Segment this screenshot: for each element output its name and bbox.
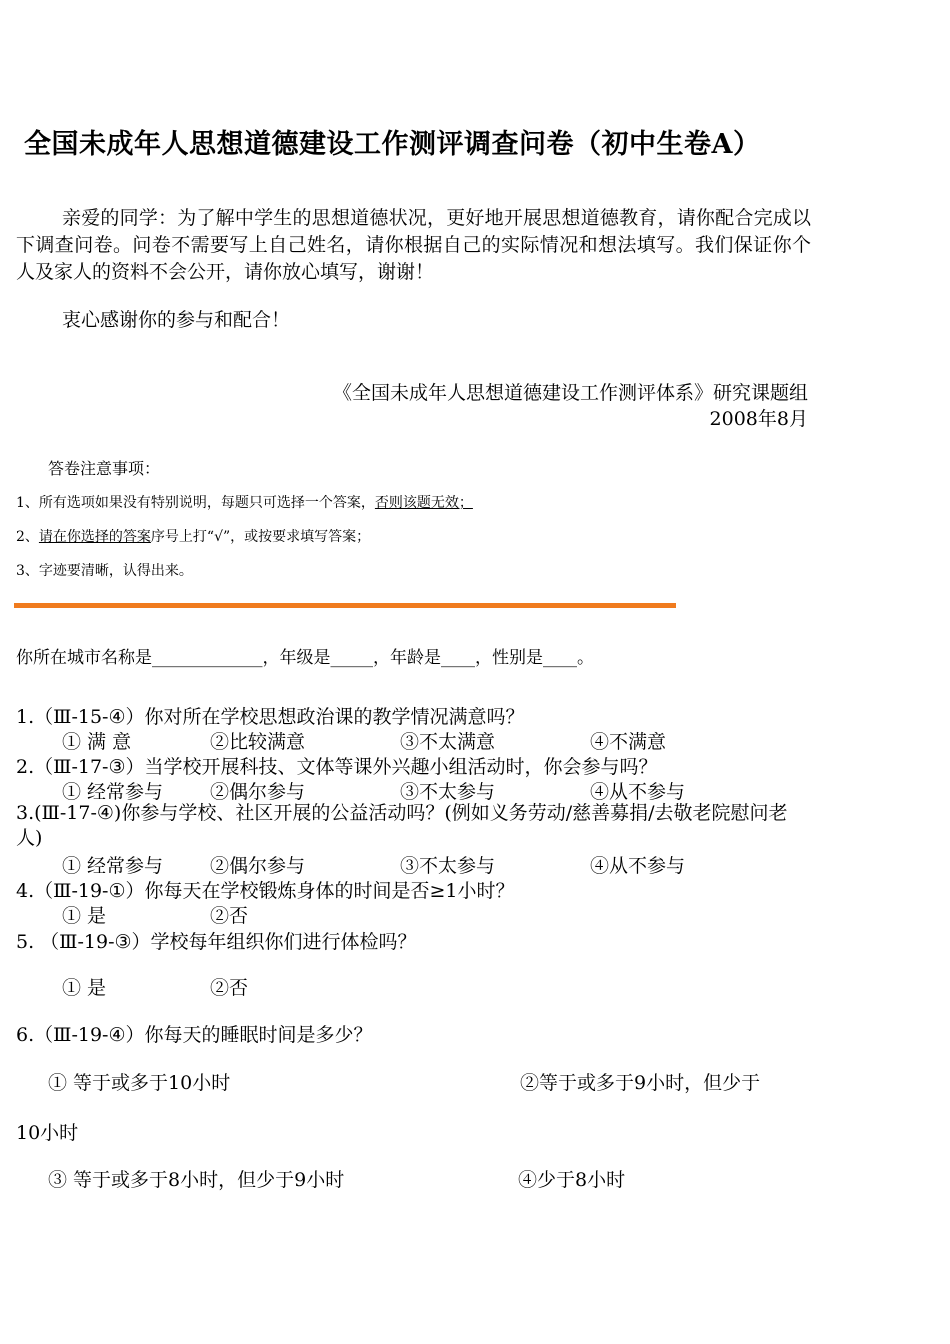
notice-item-3: 3、字迹要清晰，认得出来。 xyxy=(16,563,193,579)
notice-item-1 xyxy=(16,492,473,512)
q4-option-1[interactable]: ① 是 xyxy=(62,905,107,927)
q6-option-1[interactable]: ① 等于或多于10小时 xyxy=(48,1072,231,1094)
notice-item-1-text: 1、所有选项如果没有特别说明，每题只可选择一个答案， xyxy=(16,495,375,511)
question-4: 4.（Ⅲ-19-①）你每天在学校锻炼身体的时间是否≥1小时？ xyxy=(16,880,515,902)
q2-option-2[interactable]: ②偶尔参与 xyxy=(210,781,306,803)
q5-option-2[interactable]: ②否 xyxy=(210,977,249,999)
q6-option-3[interactable]: ③ 等于或多于8小时，但少于9小时 xyxy=(48,1169,345,1191)
personal-info-line[interactable]: 你所在城市名称是_____________，年级是_____，年龄是____，性别是____。 xyxy=(16,648,594,668)
q1-option-3[interactable]: ③不太满意 xyxy=(400,731,496,753)
q4-option-2[interactable]: ②否 xyxy=(210,905,249,927)
q3-option-4[interactable]: ④从不参与 xyxy=(590,855,686,877)
orange-divider xyxy=(14,603,676,608)
notice-item-2-underlined: 请在你选择的答案 xyxy=(38,529,151,545)
signature-org: 《全国未成年人思想道德建设工作测评体系》研究课题组 xyxy=(332,382,808,404)
question-1: 1.（Ⅲ-15-④）你对所在学校思想政治课的教学情况满意吗？ xyxy=(16,706,525,728)
question-2: 2.（Ⅲ-17-③）当学校开展科技、文体等课外兴趣小组活动时，你会参与吗？ xyxy=(16,756,658,778)
q1-option-2[interactable]: ②比较满意 xyxy=(210,731,306,753)
q1-option-4[interactable]: ④不满意 xyxy=(590,731,667,753)
signature-date: 2008年8月 xyxy=(709,408,808,430)
question-5: 5. （Ⅲ-19-③）学校每年组织你们进行体检吗？ xyxy=(16,931,417,953)
notice-heading: 答卷注意事项： xyxy=(48,459,161,478)
notice-item-2-text: 序号上打“√”，或按要求填写答案； xyxy=(150,529,371,545)
q3-option-2[interactable]: ②偶尔参与 xyxy=(210,855,306,877)
q6-option-4[interactable]: ④少于8小时 xyxy=(518,1169,626,1191)
notice-item-1-underlined: 否则该题无效； xyxy=(374,495,473,511)
q2-option-3[interactable]: ③不太参与 xyxy=(400,781,496,803)
intro-paragraph: 亲爱的同学：为了解中学生的思想道德状况，更好地开展思想道德教育，请你配合完成以下调查问卷。问卷不需要写上自己姓名，请你根据自己的实际情况和想法填写。我们保证你个人及家人的资料不会公开，请你放心填写，谢谢！ xyxy=(16,207,811,283)
q3-option-3[interactable]: ③不太参与 xyxy=(400,855,496,877)
question-6: 6.（Ⅲ-19-④）你每天的睡眠时间是多少？ xyxy=(16,1024,373,1046)
notice-item-2-number: 2、 xyxy=(16,529,39,545)
q5-option-1[interactable]: ① 是 xyxy=(62,977,107,999)
page-title: 全国未成年人思想道德建设工作测评调查问卷（初中生卷A） xyxy=(24,129,761,160)
q1-option-1[interactable]: ① 满 意 xyxy=(62,731,132,753)
q6-option-2[interactable]: ②等于或多于9小时，但少于 xyxy=(520,1072,761,1094)
question-3: 3.(Ⅲ-17-④)你参与学校、社区开展的公益活动吗？(例如义务劳动/慈善募捐/去敬老院慰问老人) xyxy=(16,802,788,849)
q2-option-1[interactable]: ① 经常参与 xyxy=(62,781,164,803)
notice-item-2 xyxy=(16,526,370,546)
thanks-line: 衷心感谢你的参与和配合！ xyxy=(62,309,291,331)
q3-option-1[interactable]: ① 经常参与 xyxy=(62,855,164,877)
q2-option-4[interactable]: ④从不参与 xyxy=(590,781,686,803)
q6-option-2-continued: 10小时 xyxy=(16,1122,79,1144)
